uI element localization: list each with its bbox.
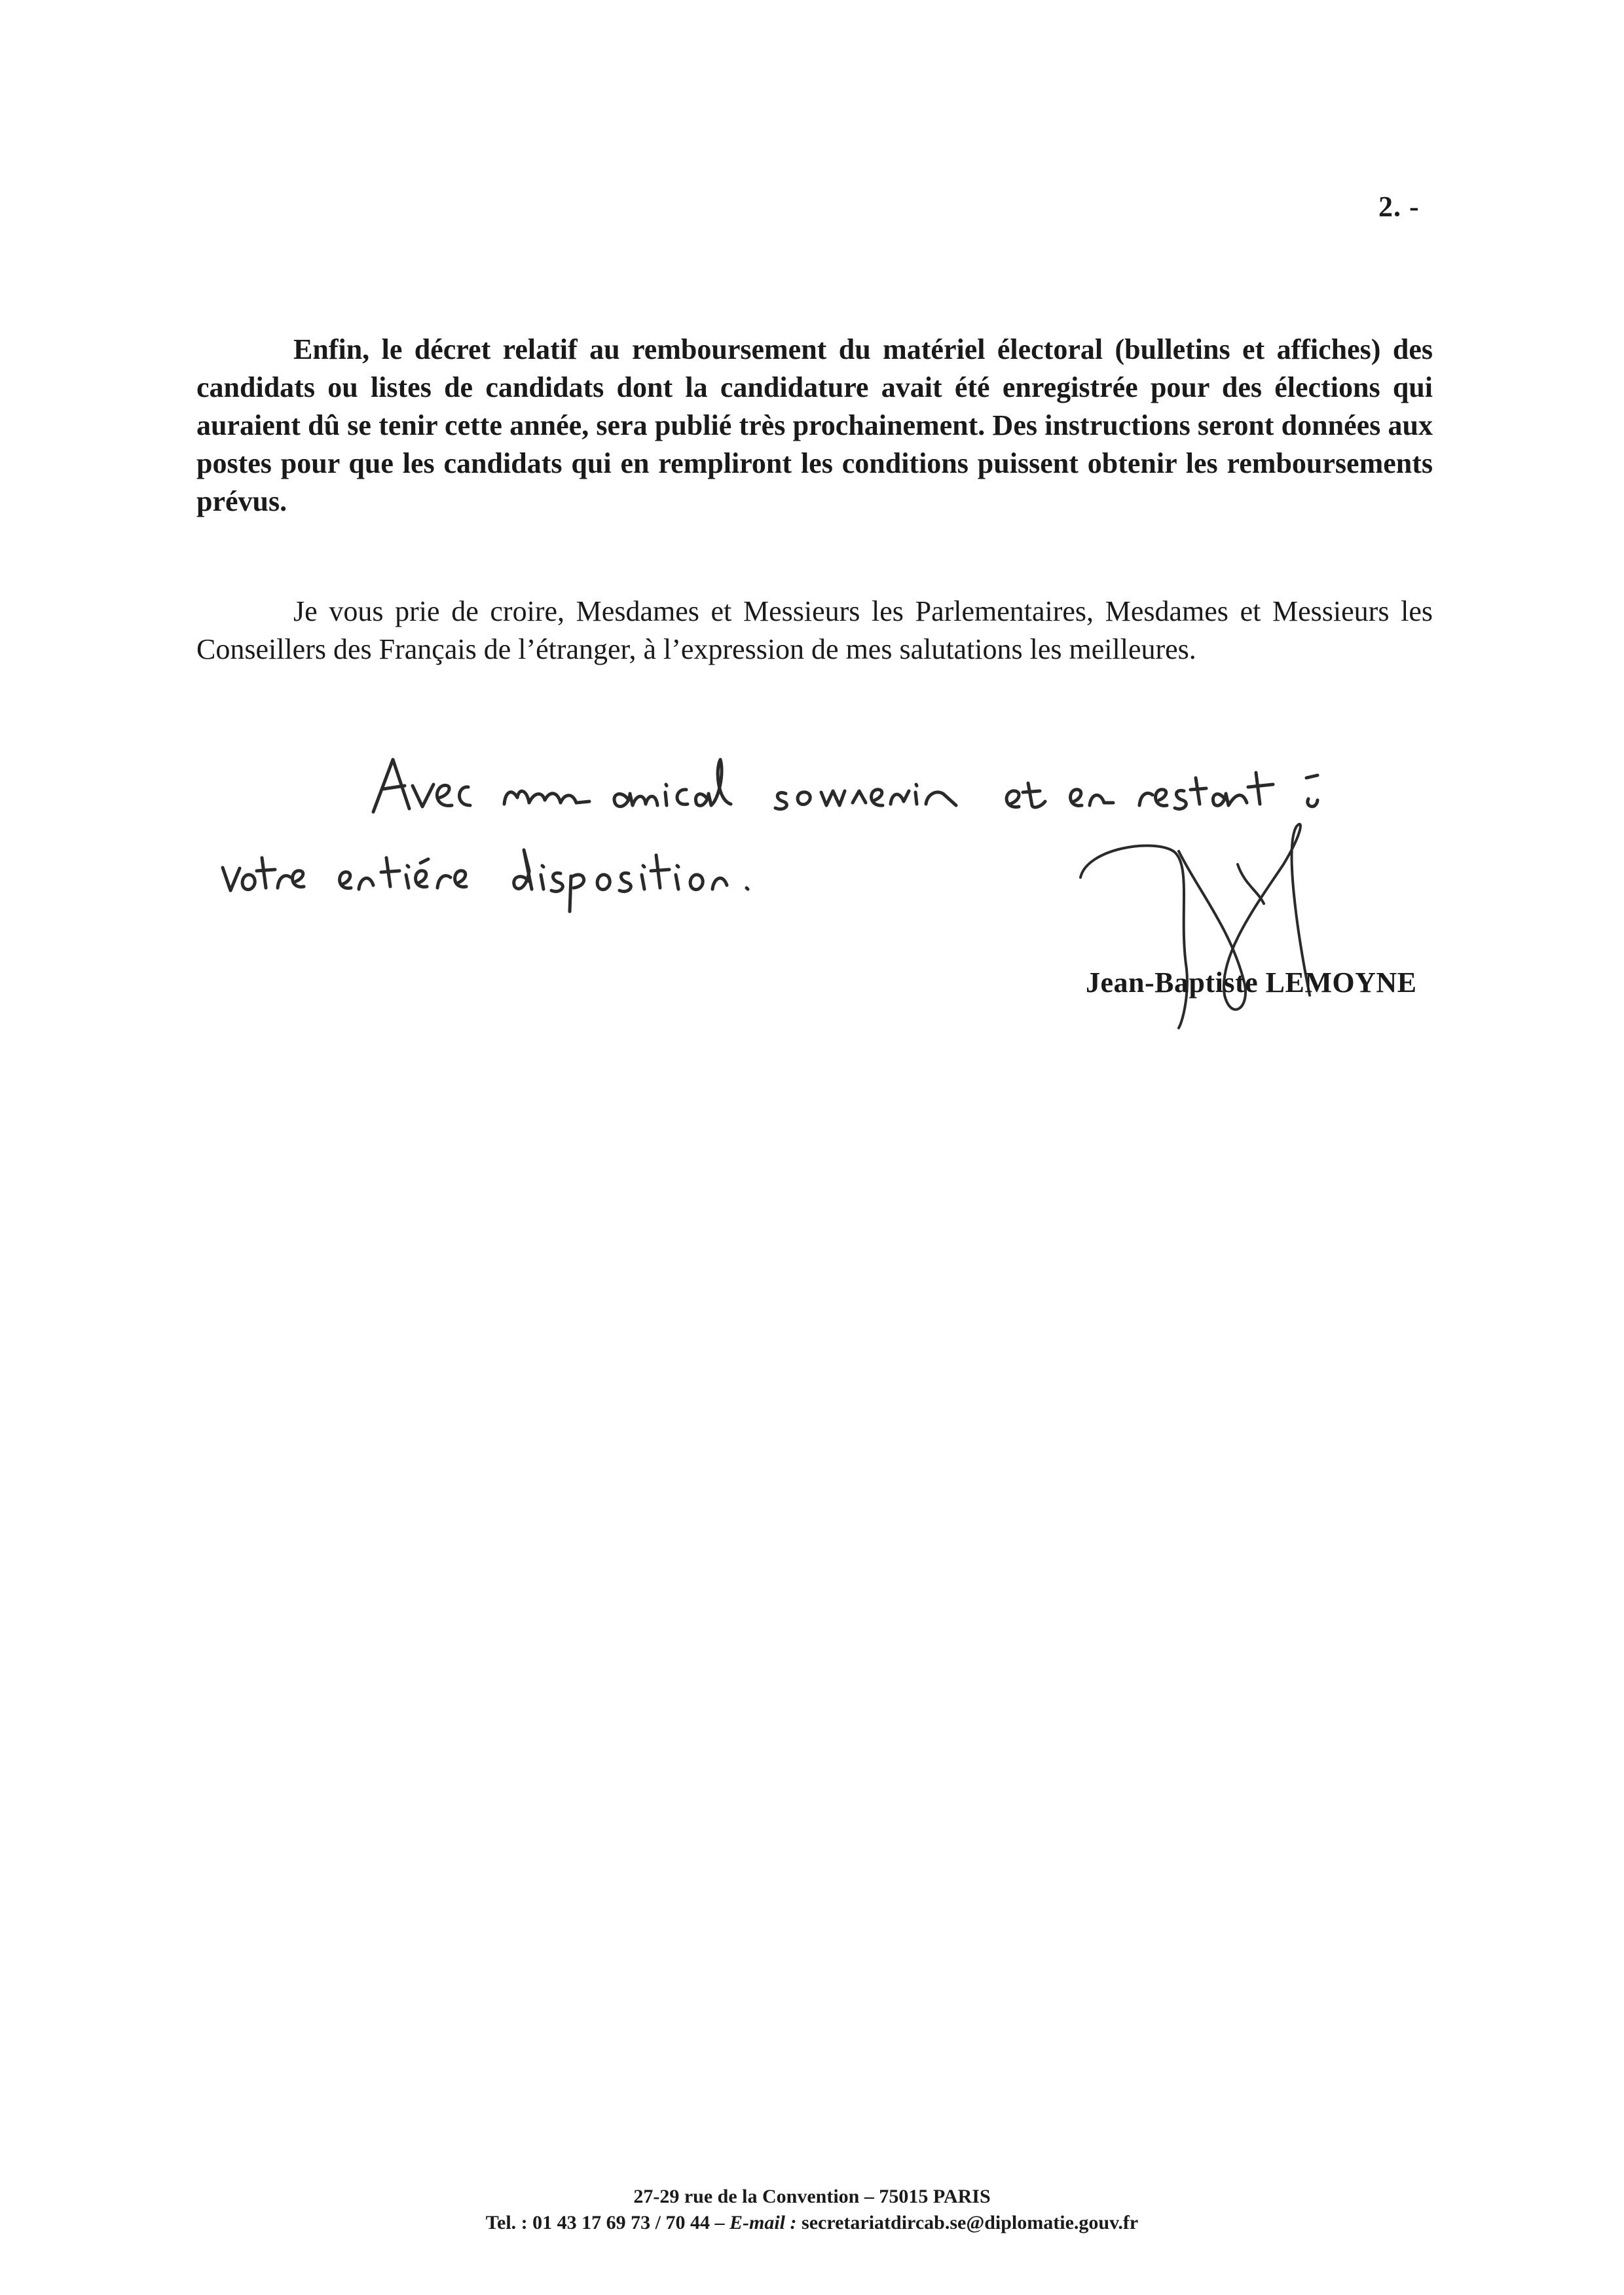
footer-tel: 01 43 17 69 73 / 70 44 (532, 2212, 710, 2233)
footer-separator: – (714, 2212, 725, 2233)
handwritten-line-1 (373, 760, 1318, 812)
handwritten-line-2 (223, 850, 748, 911)
paragraph-text: Je vous prie de croire, Mesdames et Messieurs les Parlementaires, Mesdames et Messieurs les Conseillers des Français de l’étranger, à l’expression de mes salutations les meilleures. (196, 595, 1433, 665)
page-number: 2. - (1378, 191, 1420, 223)
signatory-name: Jean-Baptiste LEMOYNE (1086, 966, 1417, 999)
footer-address: 27-29 rue de la Convention – 75015 PARIS (633, 2186, 991, 2207)
paragraph-closing-salutation (196, 593, 1433, 669)
footer-email: secretariatdircab.se@diplomatie.gouv.fr (802, 2212, 1139, 2233)
footer-contact (0, 2210, 1624, 2236)
footer-tel-label: Tel. : (485, 2212, 528, 2233)
paragraph-reimbursement (196, 331, 1433, 521)
footer-email-label: E-mail : (729, 2212, 797, 2233)
paragraph-text: Enfin, le décret relatif au remboursement du matériel électoral (bulletins et affiches) des candidats ou listes de candidats dont la candidature avait été enregistrée pour des élections qui auraient dû se tenir cette année, sera publié très prochainement. Des instructions seront données aux postes pour que les candidats qui en rempliront les conditions puissent obtenir les remboursements prévus. (196, 333, 1433, 517)
